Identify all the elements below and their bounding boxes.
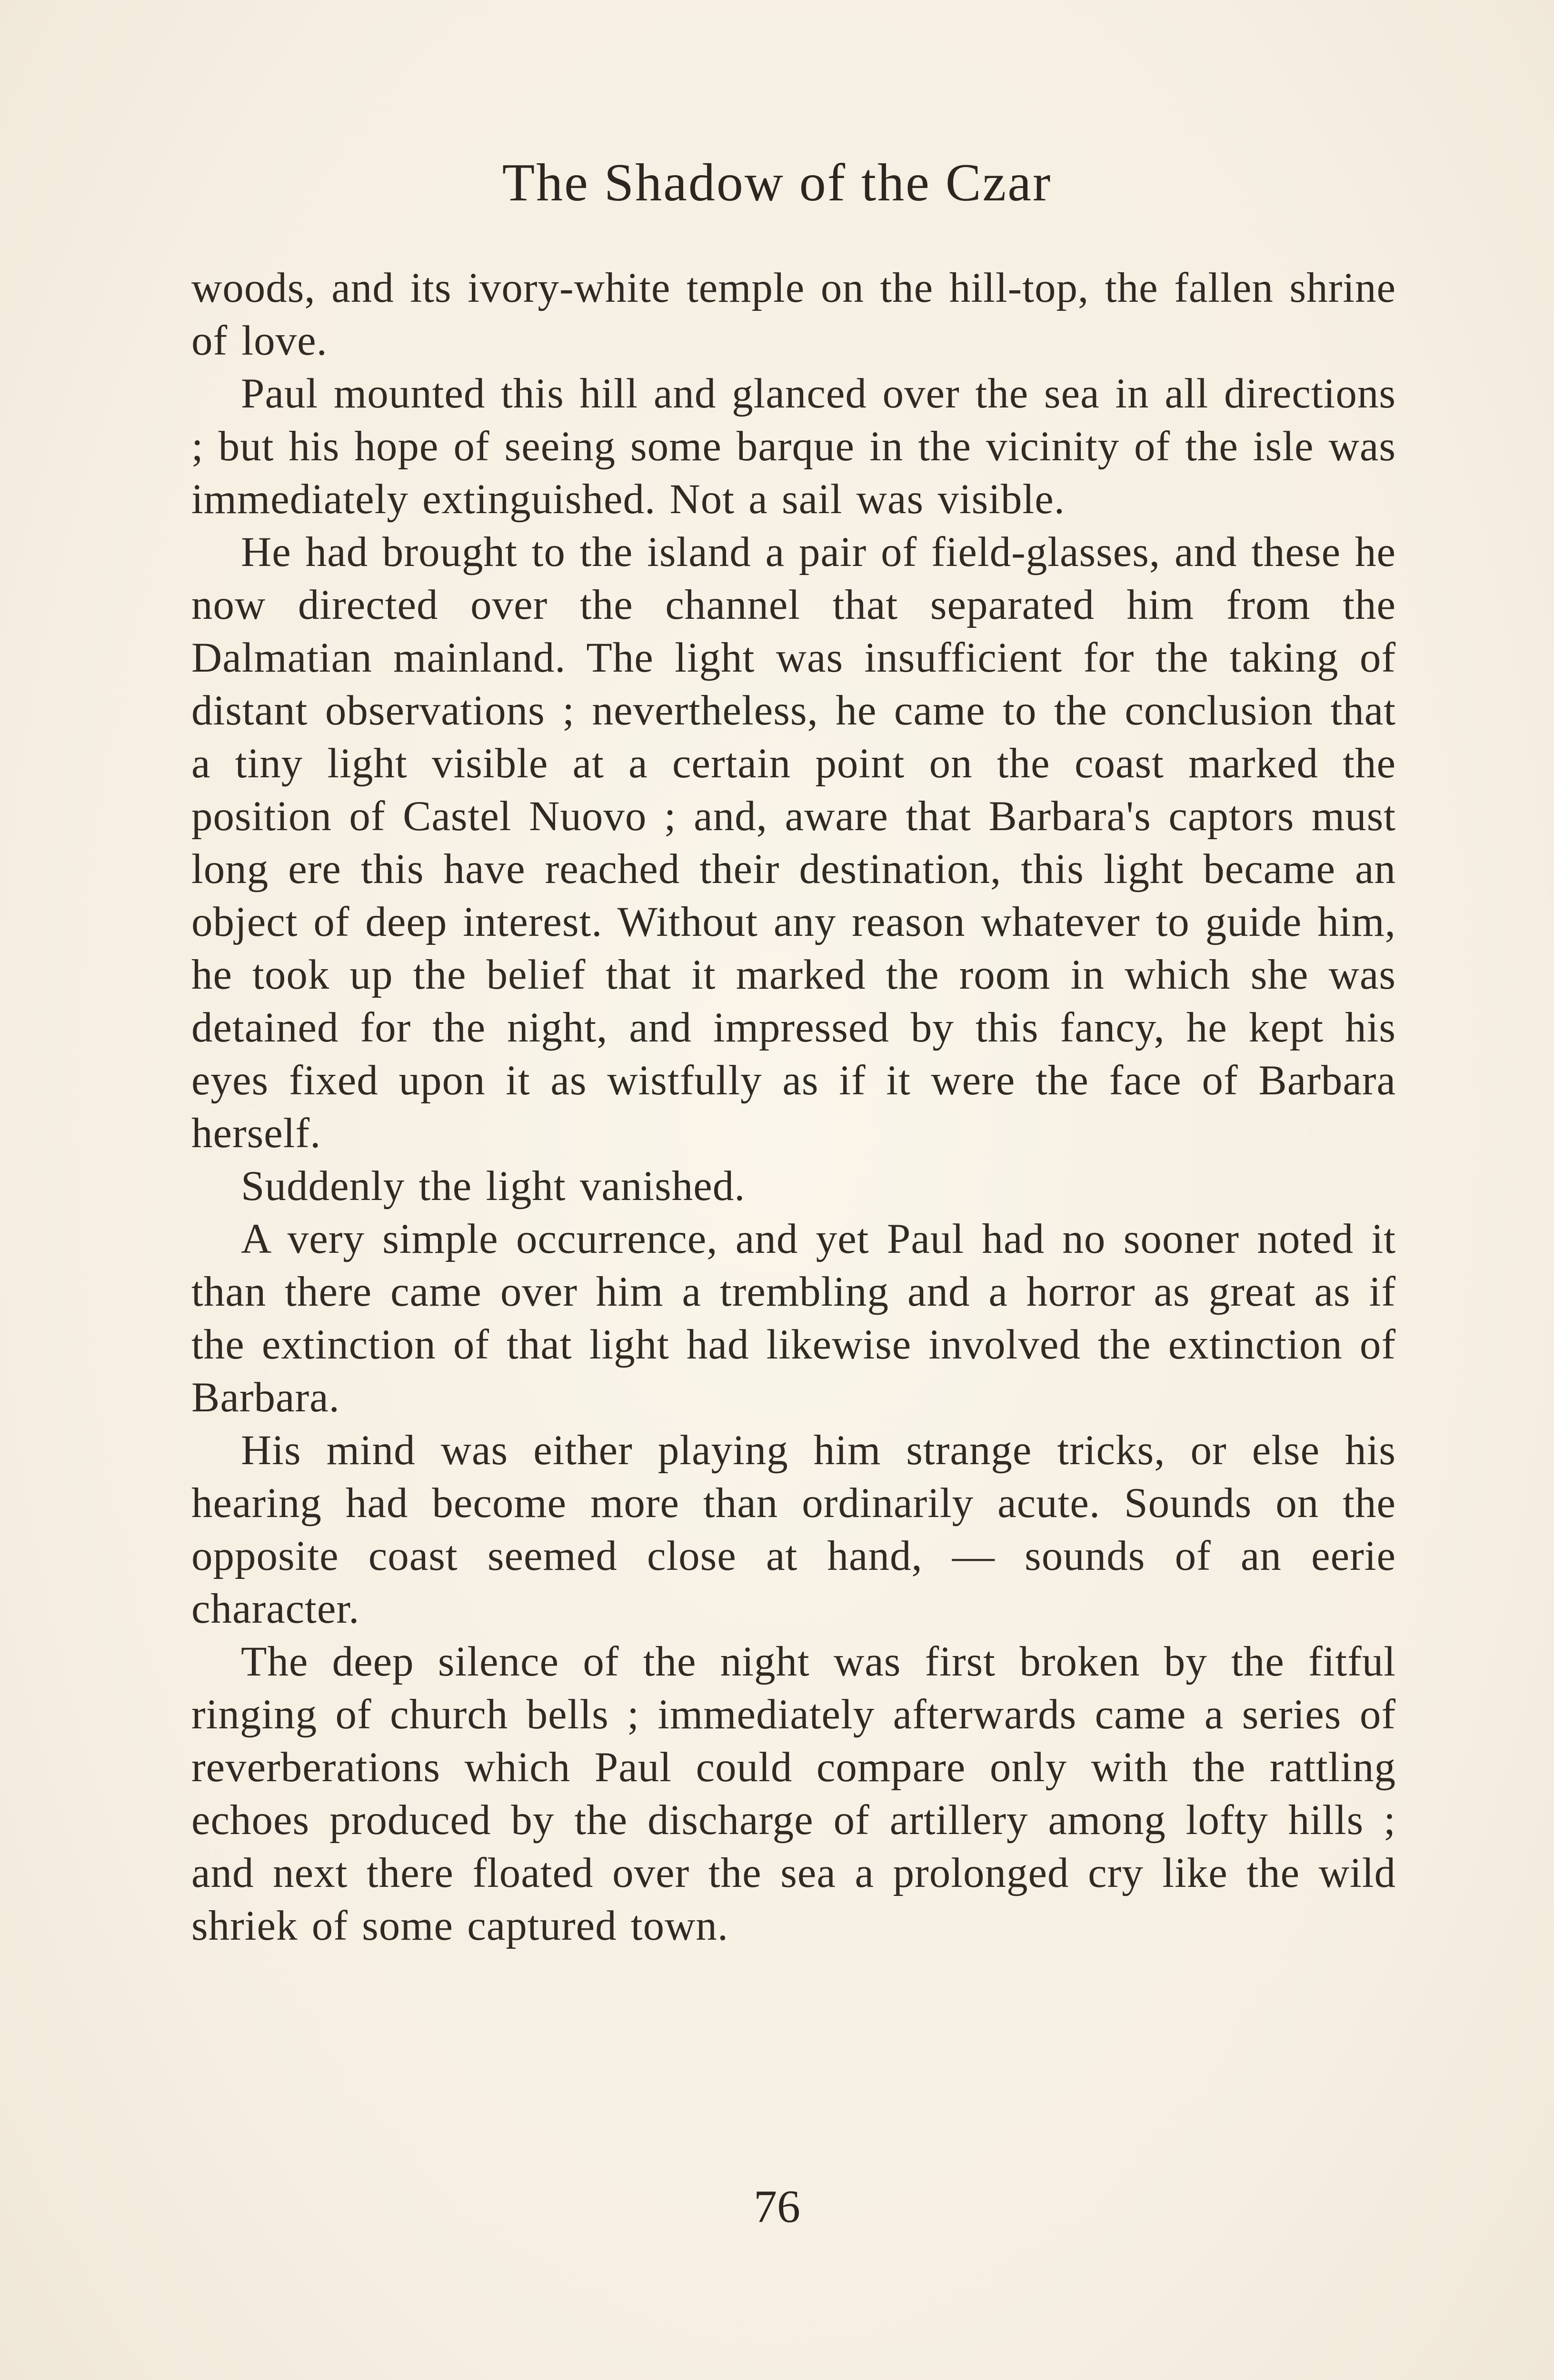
paragraph-1: woods, and its ivory-white temple on the hill-top, the fallen shrine of love. xyxy=(191,265,1396,364)
page-number: 76 xyxy=(754,2181,800,2232)
paragraph-2: Paul mounted this hill and glanced over the sea in all directions ; but his hope of seeing some barque in the vicinity of the isle was immediately extinguished. Not a sail was visible. xyxy=(191,370,1396,523)
paragraph-7: The deep silence of the night was first broken by the fitful ringing of church bells ; immediately afterwards came a series of reverberations which Paul could compare only with the rattling echoes produced by the discharge of artillery among lofty hills ; and next there floated over the sea a prolonged cry like the wild shriek of some captured town. xyxy=(191,1638,1396,1949)
paragraph-6: His mind was either playing him strange tricks, or else his hearing had become more than ordinarily acute. Sounds on the opposite coast seemed close at hand, — sounds of an eerie character. xyxy=(191,1427,1396,1632)
paragraph-5: A very simple occurrence, and yet Paul had no sooner noted it than there came over him a trembling and a horror as great as if the extinction of that light had likewise involved the extinction of Barbara. xyxy=(191,1216,1396,1421)
paragraph-4: Suddenly the light vanished. xyxy=(241,1163,746,1210)
body-text xyxy=(191,262,1396,1953)
paragraph-3: He had brought to the island a pair of field-glasses, and these he now directed over the channel that separated him from the Dalmatian mainland. The light was insufficient for the taking of distant observations ; nevertheless, he came to the conclusion that a tiny light visible at a certain point on the coast marked the position of Castel Nuovo ; and, aware that Barbara's captors must long ere this have reached their destination, this light became an object of deep interest. Without any reason whatever to guide him, he took up the belief that it marked the room in which she was detained for the night, and impressed by this fancy, he kept his eyes fixed upon it as wistfully as if it were the face of Barbara herself. xyxy=(191,529,1396,1157)
running-head: The Shadow of the Czar xyxy=(502,153,1052,212)
